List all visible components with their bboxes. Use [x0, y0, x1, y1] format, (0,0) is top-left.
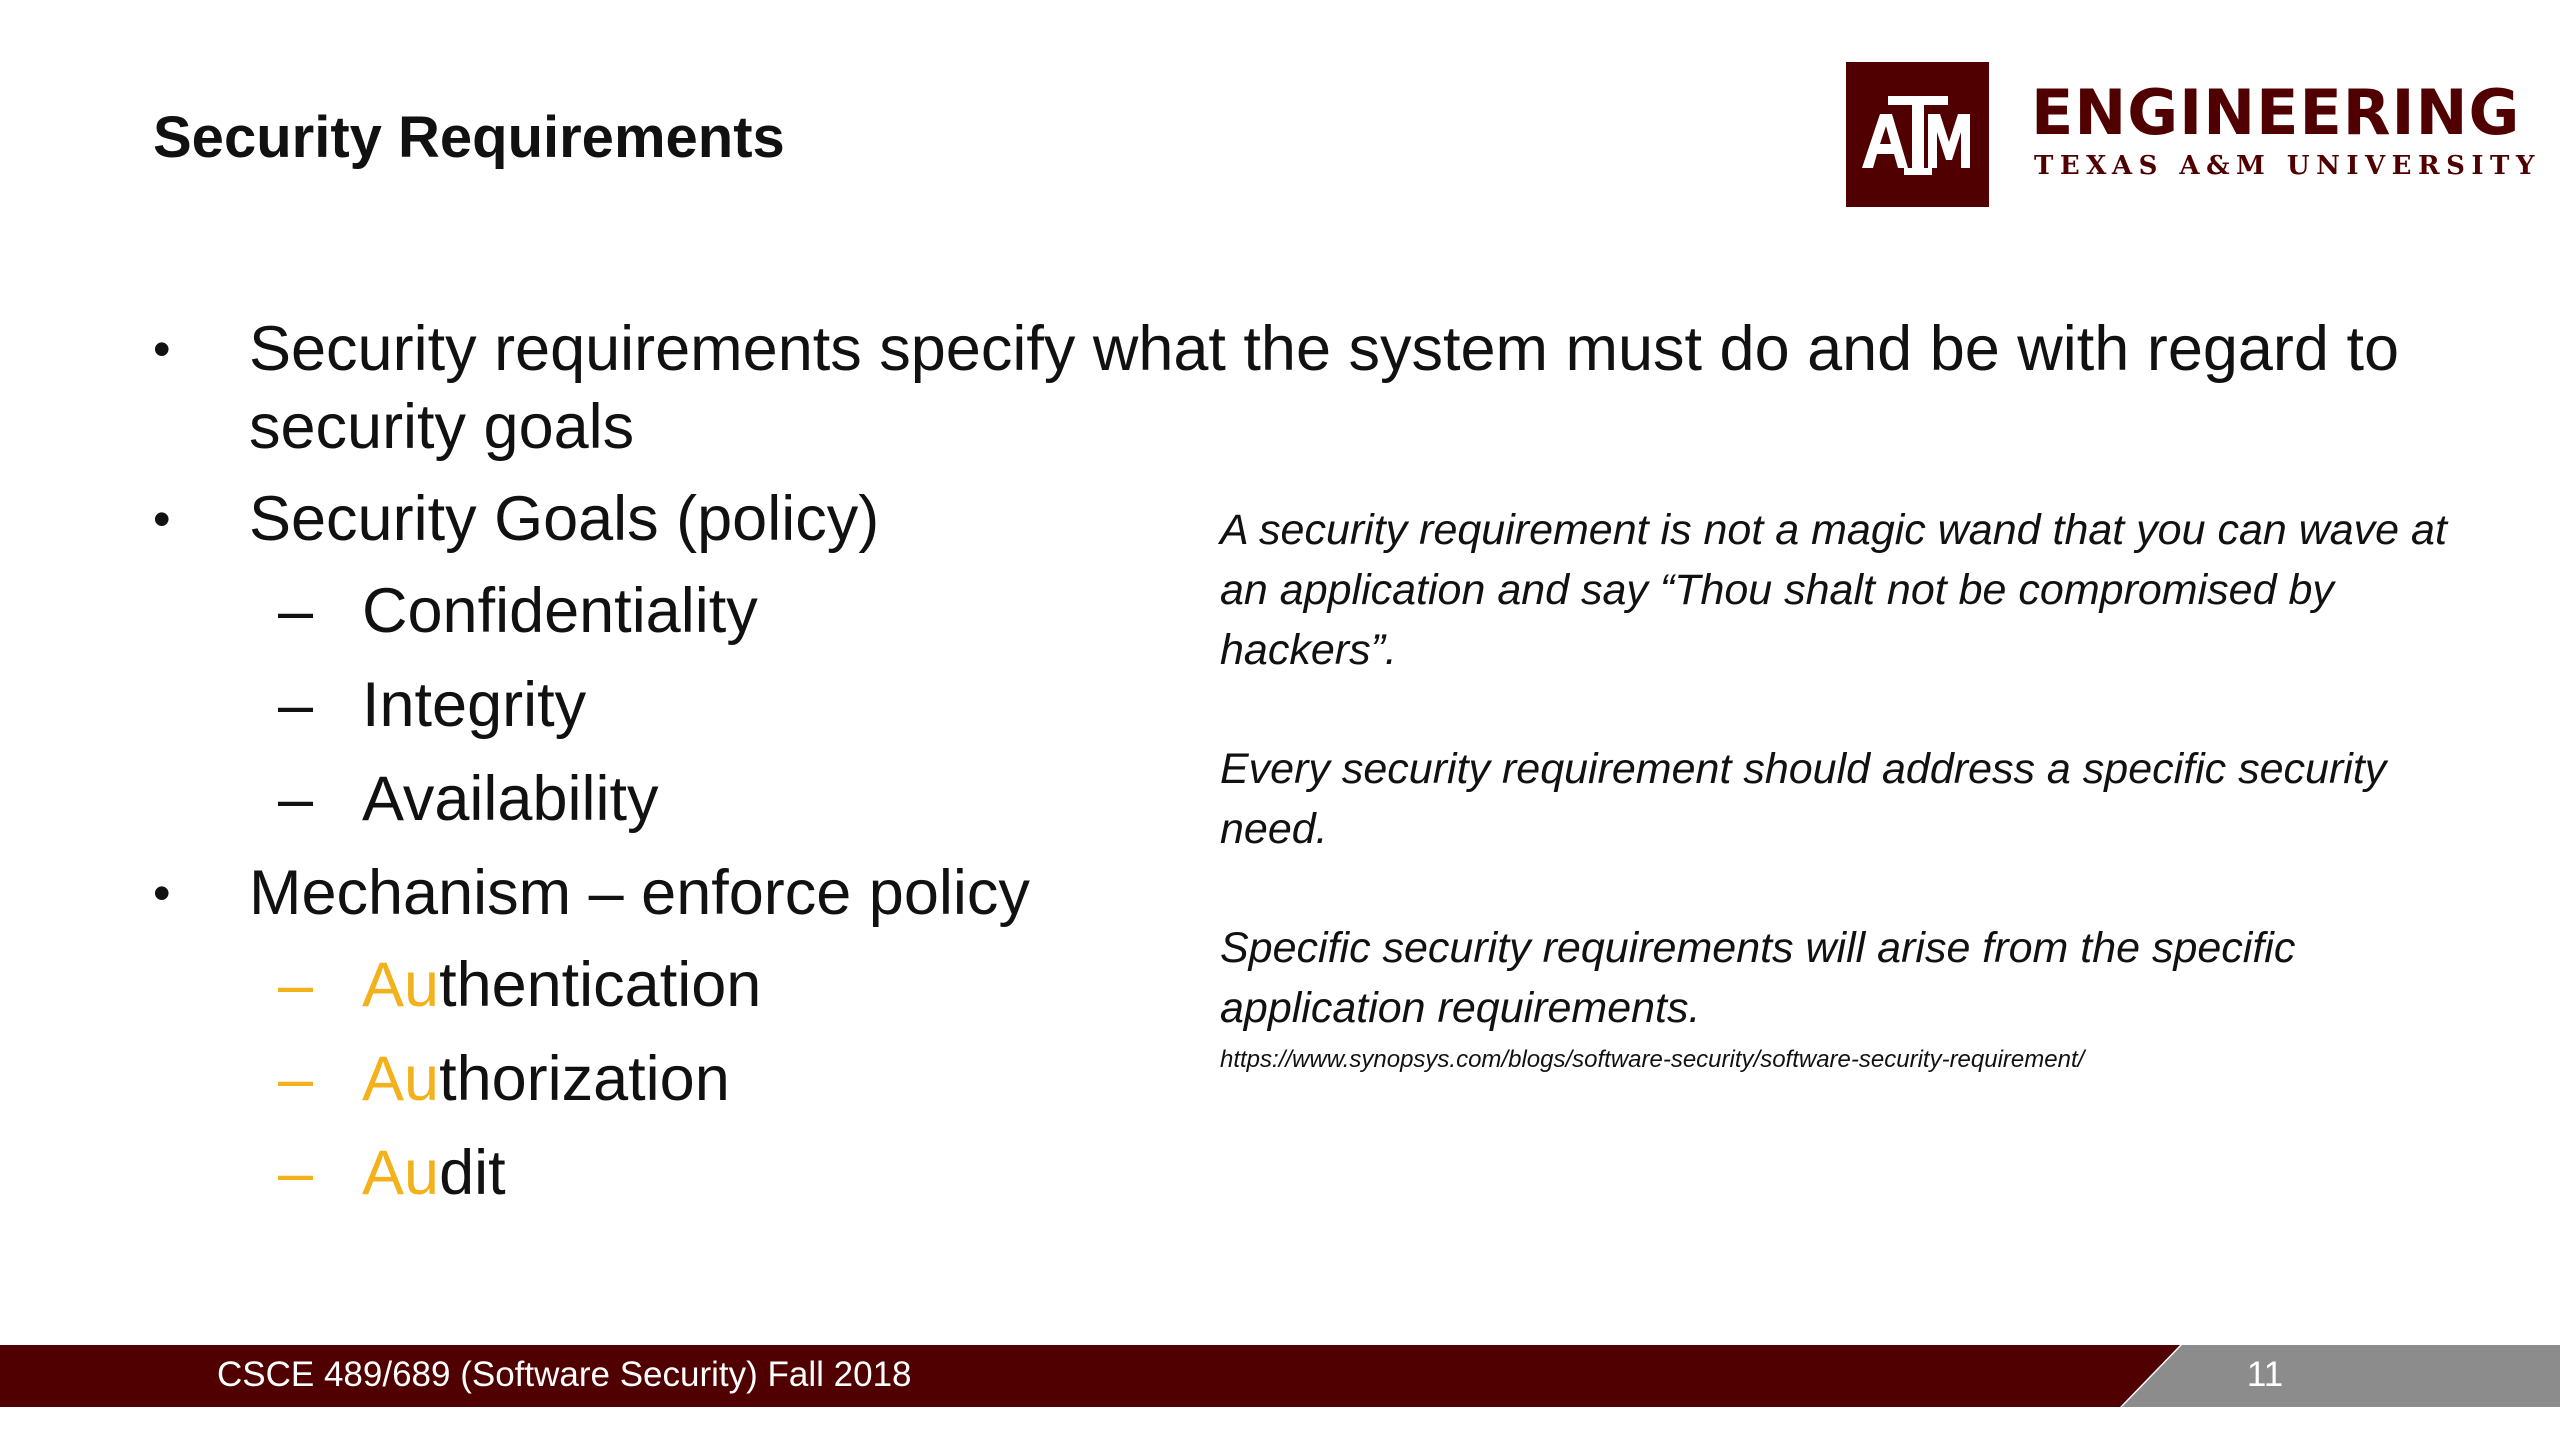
sub-bullet-text: Integrity [362, 670, 587, 740]
tamu-engineering-logo [1846, 60, 2541, 210]
sub-bullet-text: thorization [439, 1044, 730, 1114]
bullet-dot-icon: • [153, 865, 171, 921]
sub-bullet-text: Availability [362, 764, 659, 834]
quote-paragraph: Specific security requirements will arise from the specific application requirements. [1220, 924, 2296, 1032]
dash-icon: – [278, 1044, 314, 1114]
sub-bullet-text: dit [439, 1138, 506, 1208]
dash-icon: – [278, 670, 314, 740]
bullet-dot-icon: • [153, 321, 171, 377]
atm-emblem-icon [1846, 62, 1989, 207]
page-number: 11 [2246, 1355, 2284, 1394]
atm-emblem-svg [1846, 62, 1989, 207]
sub-bullet-text: thentication [439, 950, 762, 1020]
source-link[interactable]: https://www.synopsys.com/blogs/software-security/software-security-requirement/ [1220, 1046, 2085, 1073]
quote-block [1220, 500, 2450, 1134]
bullet-text: Security requirements specify what the system must do and be with regard to security goals [249, 314, 2399, 462]
dash-icon: – [278, 1138, 314, 1208]
highlight-prefix: Au [362, 950, 440, 1020]
logo-university-name: TEXAS A&M UNIVERSITY [2034, 151, 2541, 181]
bullet-text: Security Goals (policy) [249, 484, 880, 554]
quote-paragraph: Every security requirement should address a specific security need. [1220, 745, 2387, 853]
bullet-dot-icon: • [153, 491, 171, 547]
dash-icon: – [278, 576, 314, 646]
bullet-item [150, 310, 2399, 466]
bullet-text: Mechanism – enforce policy [249, 858, 1030, 928]
highlight-prefix: Au [362, 1138, 440, 1208]
course-label: CSCE 489/689 (Software Security) Fall 2018 [217, 1355, 912, 1394]
slide-title: Security Requirements [153, 105, 785, 170]
dash-icon: – [278, 950, 314, 1020]
dash-icon: – [278, 764, 314, 834]
highlight-prefix: Au [362, 1044, 440, 1114]
sub-bullet-text: Confidentiality [362, 576, 758, 646]
sub-bullet-item [150, 1134, 2350, 1212]
logo-engineering-word: ENGINEERING [2031, 76, 2521, 149]
quote-paragraph: A security requirement is not a magic wand that you can wave at an application and say “Thou shalt not be compromised by hackers”. [1220, 506, 2447, 674]
